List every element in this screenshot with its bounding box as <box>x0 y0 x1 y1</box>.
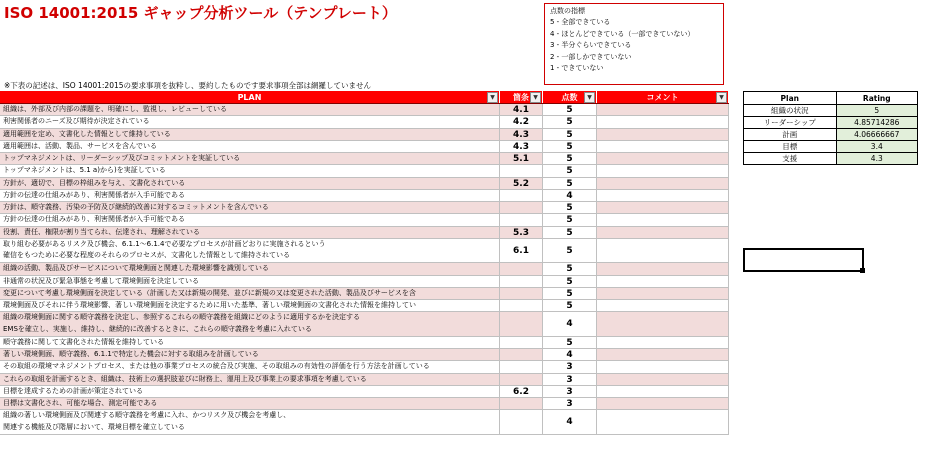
score-cell[interactable]: 5 <box>543 288 597 299</box>
header-comment-label: コメント <box>646 93 679 102</box>
comment-cell[interactable] <box>597 398 729 409</box>
table-row <box>0 153 729 165</box>
table-row <box>0 116 729 128</box>
plan-text-line: 方針の伝達の仕組みがあり、利害関係者が入手可能である <box>3 215 185 224</box>
filter-dropdown-icon[interactable]: ▼ <box>530 92 541 103</box>
comment-cell[interactable] <box>597 349 729 360</box>
legend-title: 点数の指標 <box>550 7 585 15</box>
plan-cell[interactable] <box>0 129 500 140</box>
plan-cell[interactable] <box>0 104 500 115</box>
comment-cell[interactable] <box>597 116 729 127</box>
summary-plan-cell[interactable]: 目標 <box>744 141 837 153</box>
plan-text-line: 環境側面及びそれに伴う環境影響、著しい環境側面を決定するために用いた基準、著しい環境側面の文書化された情報を維持してい <box>3 301 416 309</box>
table-row <box>0 141 729 153</box>
table-row <box>0 410 729 435</box>
plan-cell[interactable] <box>0 288 500 299</box>
plan-cell[interactable] <box>0 190 500 201</box>
plan-text-line: 目標を達成するための計画が策定されている <box>3 386 143 395</box>
summary-header-rating[interactable]: Rating <box>836 92 917 105</box>
plan-cell[interactable] <box>0 398 500 409</box>
legend-item: 1 - できていない <box>550 64 604 73</box>
section-cell[interactable]: 5.1 <box>500 153 543 164</box>
section-cell[interactable] <box>500 374 543 385</box>
header-comment[interactable] <box>597 91 729 103</box>
comment-cell[interactable] <box>597 227 729 238</box>
plan-text-line: 組織の環境側面に関する順守義務を決定し、参照するこれらの順守義務を組織にどのように適用するかを決定する <box>3 313 360 322</box>
section-cell[interactable]: 4.3 <box>500 129 543 140</box>
comment-cell[interactable] <box>597 165 729 176</box>
score-cell[interactable]: 5 <box>543 214 597 225</box>
header-section[interactable] <box>500 91 543 103</box>
section-cell[interactable] <box>500 263 543 274</box>
plan-text-line: 組織の著しい環境側面及び関連する順守義務を考慮に入れ、かつリスク及び機会を考慮し、 <box>3 411 291 420</box>
comment-cell[interactable] <box>597 361 729 372</box>
table-row <box>0 374 729 386</box>
score-cell[interactable]: 5 <box>543 263 597 274</box>
header-score[interactable] <box>543 91 597 103</box>
plan-cell[interactable] <box>0 361 500 372</box>
sheet-title: ISO 14001:2015 ギャップ分析ツール（テンプレート） <box>4 4 397 22</box>
plan-text-line: トップマネジメントは、5.1 a)から)を実証している <box>3 166 166 175</box>
section-cell[interactable] <box>500 165 543 176</box>
section-cell[interactable] <box>500 361 543 372</box>
table-header-row <box>0 91 729 104</box>
plan-cell[interactable] <box>0 300 500 311</box>
plan-text-line: これらの取組を計画するとき、組織は、技術上の選択肢並びに財務上、運用上及び事業上の要求事項を考慮している <box>3 374 367 383</box>
section-cell[interactable]: 6.1 <box>500 239 543 263</box>
score-cell[interactable]: 5 <box>543 227 597 238</box>
plan-cell[interactable] <box>0 239 500 263</box>
score-cell[interactable]: 5 <box>543 165 597 176</box>
table-row <box>0 288 729 300</box>
table-row <box>0 104 729 116</box>
plan-cell[interactable] <box>0 116 500 127</box>
plan-text-line: 利害関係者のニーズ及び期待が決定されている <box>3 117 150 126</box>
table-row <box>0 178 729 190</box>
legend-item: 2 - 一部しかできていない <box>550 52 632 61</box>
table-row <box>0 227 729 239</box>
summary-rating-cell[interactable]: 5 <box>836 105 917 117</box>
section-cell[interactable]: 5.3 <box>500 227 543 238</box>
table-row <box>0 129 729 141</box>
plan-cell[interactable] <box>0 410 500 434</box>
table-row <box>0 214 729 226</box>
plan-text-line: 組織は、外部及び内部の課題を、明確にし、監視し、レビューしている <box>3 105 227 113</box>
section-cell[interactable] <box>500 288 543 299</box>
summary-table <box>743 91 918 165</box>
score-cell[interactable]: 5 <box>543 276 597 287</box>
selected-cell[interactable] <box>743 248 864 272</box>
plan-text-line: 方針は、順守義務、汚染の予防及び継続的改善に対するコミットメントを含んでいる <box>3 203 269 211</box>
score-cell[interactable]: 3 <box>543 361 597 372</box>
section-cell[interactable] <box>500 190 543 201</box>
plan-text-line: 目標は文書化され、可能な場合、測定可能である <box>3 399 158 407</box>
comment-cell[interactable] <box>597 410 729 434</box>
table-row <box>0 361 729 373</box>
comment-cell[interactable] <box>597 300 729 311</box>
plan-cell[interactable] <box>0 165 500 176</box>
score-cell[interactable]: 5 <box>543 116 597 127</box>
score-cell[interactable]: 5 <box>543 153 597 164</box>
plan-text-line: EMSを確立し、実施し、維持し、継続的に改善するときに、これらの順守義務を考慮に入れている <box>3 324 312 333</box>
section-cell[interactable] <box>500 410 543 434</box>
table-row <box>0 300 729 312</box>
score-cell[interactable]: 5 <box>543 141 597 152</box>
comment-cell[interactable] <box>597 190 729 201</box>
header-score-label: 点数 <box>561 93 578 102</box>
section-cell[interactable] <box>500 337 543 348</box>
score-cell[interactable]: 5 <box>543 239 597 263</box>
comment-cell[interactable] <box>597 276 729 287</box>
plan-cell[interactable] <box>0 263 500 274</box>
comment-cell[interactable] <box>597 374 729 385</box>
comment-cell[interactable] <box>597 288 729 299</box>
section-cell[interactable] <box>500 214 543 225</box>
fill-handle[interactable] <box>860 268 865 273</box>
plan-cell[interactable] <box>0 337 500 348</box>
section-cell[interactable]: 6.2 <box>500 386 543 397</box>
summary-plan-cell[interactable]: リーダーシップ <box>744 117 837 129</box>
summary-header-plan[interactable]: Plan <box>744 92 837 105</box>
plan-cell[interactable] <box>0 276 500 287</box>
plan-text-line: 方針の伝達の仕組みがあり、利害関係者が入手可能である <box>3 190 185 199</box>
summary-rating-cell[interactable]: 4.3 <box>836 153 917 165</box>
plan-cell[interactable] <box>0 312 500 336</box>
legend-item: 5 - 全部できている <box>550 18 611 27</box>
plan-text-line: 順守義務に関して文書化された情報を維持している <box>3 337 164 346</box>
summary-plan-cell[interactable]: 組織の状況 <box>744 105 837 117</box>
table-body <box>0 104 729 435</box>
plan-cell[interactable] <box>0 374 500 385</box>
table-row <box>0 263 729 275</box>
summary-plan-cell[interactable]: 支援 <box>744 153 837 165</box>
comment-cell[interactable] <box>597 153 729 164</box>
summary-rating-cell[interactable]: 3.4 <box>836 141 917 153</box>
header-plan[interactable] <box>0 91 500 103</box>
table-row <box>0 398 729 410</box>
comment-cell[interactable] <box>597 178 729 189</box>
comment-cell[interactable] <box>597 129 729 140</box>
plan-text-line: 方針が、適切で、目標の枠組みを与え、文書化されている <box>3 178 186 187</box>
plan-text-line: 適用範囲を定め、文書化した情報として維持している <box>3 129 171 138</box>
score-cell[interactable]: 3 <box>543 374 597 385</box>
comment-cell[interactable] <box>597 141 729 152</box>
filter-dropdown-icon[interactable]: ▼ <box>716 92 727 103</box>
score-cell[interactable]: 5 <box>543 202 597 213</box>
table-row <box>0 337 729 349</box>
section-cell[interactable]: 5.2 <box>500 178 543 189</box>
plan-text-line: 取り組む必要があるリスク及び機会、6.1.1～6.1.4で必要なプロセスが計画どおりに実施されるという <box>3 239 326 248</box>
legend-item: 4 - ほとんどできている（一部できていない） <box>550 29 695 38</box>
plan-text-line: 著しい環境側面、順守義務、6.1.1で特定した機会に対する取組みを計画している <box>3 350 259 358</box>
plan-text-line: 確信をもつために必要な程度のそれらのプロセスが、文書化した情報として維持されている <box>3 251 290 260</box>
comment-cell[interactable] <box>597 312 729 336</box>
comment-cell[interactable] <box>597 104 729 115</box>
plan-text-line: 関連する機能及び階層において、環境目標を確立している <box>3 422 185 431</box>
plan-text-line: 非通常の状況及び緊急事態を考慮して環境側面を決定している <box>3 276 199 285</box>
score-cell[interactable]: 5 <box>543 104 597 115</box>
plan-text-line: 役割、責任、権限が割り当てられ、伝達され、理解されている <box>3 227 200 236</box>
section-cell[interactable]: 4.3 <box>500 141 543 152</box>
score-cell[interactable]: 4 <box>543 349 597 360</box>
filter-dropdown-icon[interactable]: ▼ <box>584 92 595 103</box>
plan-text-line: 適用範囲は、活動、製品、サービスを含んでいる <box>3 141 157 150</box>
section-cell[interactable] <box>500 398 543 409</box>
score-cell[interactable]: 5 <box>543 178 597 189</box>
score-cell[interactable]: 3 <box>543 398 597 409</box>
table-row <box>0 239 729 264</box>
plan-cell[interactable] <box>0 153 500 164</box>
comment-cell[interactable] <box>597 337 729 348</box>
score-cell[interactable]: 4 <box>543 312 597 336</box>
section-cell[interactable] <box>500 300 543 311</box>
plan-cell[interactable] <box>0 349 500 360</box>
score-cell[interactable]: 5 <box>543 337 597 348</box>
gap-analysis-table <box>0 91 729 435</box>
summary-plan-cell[interactable]: 計画 <box>744 129 837 141</box>
comment-cell[interactable] <box>597 239 729 263</box>
table-row <box>0 202 729 214</box>
section-cell[interactable] <box>500 349 543 360</box>
plan-cell[interactable] <box>0 214 500 225</box>
table-row <box>0 190 729 202</box>
filter-dropdown-icon[interactable]: ▼ <box>487 92 498 103</box>
comment-cell[interactable] <box>597 263 729 274</box>
table-row <box>0 276 729 288</box>
summary-rating-cell[interactable]: 4.06666667 <box>836 129 917 141</box>
header-plan-label: PLAN <box>237 93 262 102</box>
header-section-label: 箇条 <box>513 93 529 102</box>
table-row <box>0 312 729 337</box>
legend-item: 3 - 半分ぐらいできている <box>550 41 632 50</box>
summary-rating-cell[interactable]: 4.85714286 <box>836 117 917 129</box>
plan-text-line: 変更について考慮し環境側面を決定している（計画した又は新規の開発、並びに新規の又は変更された活動、製品及びサービスを含 <box>3 288 416 297</box>
score-cell[interactable]: 3 <box>543 386 597 397</box>
table-row <box>0 386 729 398</box>
comment-cell[interactable] <box>597 202 729 213</box>
plan-text-line: その取組の環境マネジメントプロセス、または他の事業プロセスの統合及び実施、その取組みの有効性の評価を行う方法を計画している <box>3 362 430 371</box>
score-cell[interactable]: 4 <box>543 190 597 201</box>
plan-cell[interactable] <box>0 227 500 238</box>
table-row <box>0 165 729 177</box>
section-cell[interactable]: 4.2 <box>500 116 543 127</box>
score-cell[interactable]: 4 <box>543 410 597 434</box>
plan-text-line: 組織の活動、製品及びサービスについて環境側面と関連した環境影響を識別している <box>3 264 269 273</box>
plan-cell[interactable] <box>0 178 500 189</box>
plan-cell[interactable] <box>0 141 500 152</box>
note-text: ※下表の記述は、ISO 14001:2015の要求事項を抜粋し、要約したものです要求事項全部は網羅していません <box>4 81 372 90</box>
section-cell[interactable] <box>500 202 543 213</box>
plan-cell[interactable] <box>0 202 500 213</box>
score-cell[interactable]: 5 <box>543 300 597 311</box>
plan-text-line: トップマネジメントは、リーダーシップ及びコミットメントを実証している <box>3 154 241 162</box>
section-cell[interactable]: 4.1 <box>500 104 543 115</box>
section-cell[interactable] <box>500 276 543 287</box>
comment-cell[interactable] <box>597 386 729 397</box>
table-row <box>0 349 729 361</box>
plan-cell[interactable] <box>0 386 500 397</box>
comment-cell[interactable] <box>597 214 729 225</box>
score-cell[interactable]: 5 <box>543 129 597 140</box>
section-cell[interactable] <box>500 312 543 336</box>
score-legend <box>544 3 724 85</box>
